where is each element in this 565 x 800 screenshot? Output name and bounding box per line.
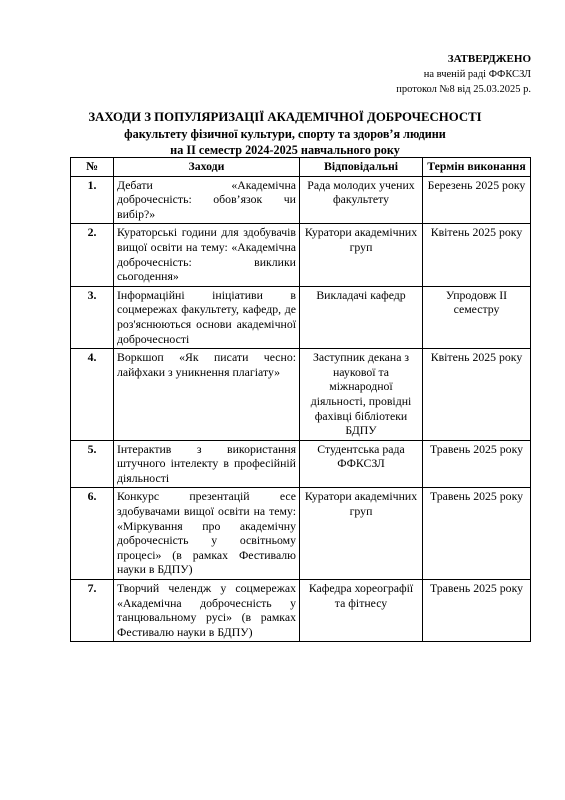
title-faculty: факультету фізичної культури, спорту та здоров’я людини — [124, 127, 446, 141]
row-term: Березень 2025 року — [423, 176, 531, 224]
approval-council: на вченій раді ФФКСЗЛ — [423, 69, 531, 80]
header-term: Термін виконання — [423, 158, 531, 177]
row-term: Травень 2025 року — [423, 488, 531, 580]
row-term: Травень 2025 року — [423, 580, 531, 642]
row-responsible: Викладачі кафедр — [300, 286, 423, 348]
table-row — [71, 349, 531, 441]
table-row — [71, 580, 531, 642]
title-semester: на ІІ семестр 2024-2025 навчального року — [170, 143, 400, 157]
row-event: Інформаційні ініціативи в соцмережах факультету, кафедр, де роз'яснюються основи академічної доброчесності — [114, 286, 300, 348]
row-responsible: Куратори академічних груп — [300, 488, 423, 580]
row-num: 2. — [71, 224, 114, 286]
header-event: Заходи — [114, 158, 300, 177]
row-event: Дебати «Академічна доброчесність: обов’язок чи вибір?» — [114, 176, 300, 224]
row-responsible: Куратори академічних груп — [300, 224, 423, 286]
row-num: 5. — [71, 440, 114, 488]
row-num: 7. — [71, 580, 114, 642]
approval-block — [271, 52, 531, 97]
table-row — [71, 286, 531, 348]
table-row — [71, 176, 531, 224]
events-table — [70, 157, 531, 642]
row-responsible: Рада молодих учених факультету — [300, 176, 423, 224]
row-num: 3. — [71, 286, 114, 348]
row-term: Упродовж ІІ семестру — [423, 286, 531, 348]
approval-heading: ЗАТВЕРДЖЕНО — [447, 53, 531, 65]
table-row — [71, 224, 531, 286]
row-term: Травень 2025 року — [423, 440, 531, 488]
row-event: Конкурс презентацій есе здобувачами вищої освіти на тему: «Міркування про академічну доброчесність у освітньому процесі» (в рамках Фестивалю науки в БДПУ) — [114, 488, 300, 580]
row-term: Квітень 2025 року — [423, 349, 531, 441]
header-responsible: Відповідальні — [300, 158, 423, 177]
table-header-row — [71, 158, 531, 177]
row-term: Квітень 2025 року — [423, 224, 531, 286]
row-event: Воркшоп «Як писати чесно: лайфхаки з уникнення плагіату» — [114, 349, 300, 441]
row-responsible: Заступник декана з наукової та міжнародної діяльності, провідні фахівці бібліотеки БДПУ — [300, 349, 423, 441]
row-num: 1. — [71, 176, 114, 224]
document-title — [60, 108, 510, 158]
title-main: ЗАХОДИ З ПОПУЛЯРИЗАЦІЇ АКАДЕМІЧНОЇ ДОБРОЧЕСНОСТІ — [88, 110, 482, 124]
row-num: 6. — [71, 488, 114, 580]
row-responsible: Студентська рада ФФКСЗЛ — [300, 440, 423, 488]
row-event: Інтерактив з використання штучного інтелекту в професійній діяльності — [114, 440, 300, 488]
row-event: Кураторські години для здобувачів вищої освіти на тему: «Академічна доброчесність: виклики сьогодення» — [114, 224, 300, 286]
approval-protocol: протокол №8 від 25.03.2025 р. — [396, 84, 531, 95]
header-num: № — [71, 158, 114, 177]
table-row — [71, 440, 531, 488]
row-event: Творчий челендж у соцмережах «Академічна доброчесність у танцювальному русі» (в рамках Фестивалю науки в БДПУ) — [114, 580, 300, 642]
row-responsible: Кафедра хореографії та фітнесу — [300, 580, 423, 642]
row-num: 4. — [71, 349, 114, 441]
table-row — [71, 488, 531, 580]
